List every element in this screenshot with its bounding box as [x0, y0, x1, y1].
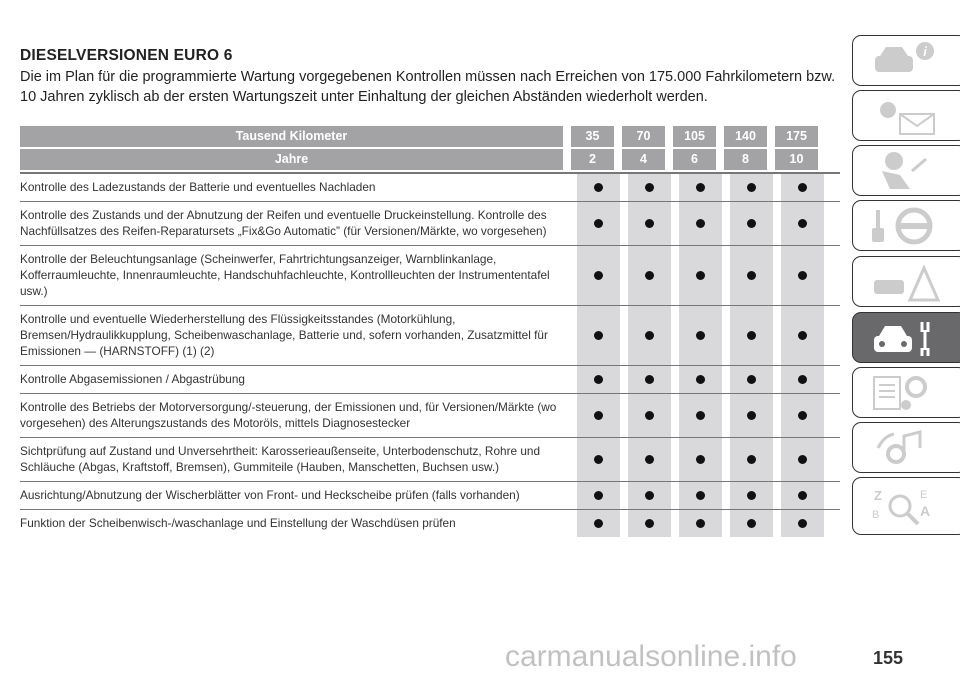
- years-cell: 2: [571, 149, 614, 170]
- check-dot-icon: [798, 455, 807, 464]
- check-description: Kontrolle der Beleuchtungsanlage (Scheinwerfer, Fahrtrichtungsanzeiger, Warnblinkanlage, Kofferraumleuchte, Innenraumleuchte, Handschuhfachleuchte, Kontrollleuchten der Instrumententafel usw.): [20, 252, 550, 298]
- interval-cell: [679, 202, 722, 245]
- interval-cell: [679, 366, 722, 393]
- interval-cell: [628, 510, 671, 537]
- km-cell: 105: [673, 126, 716, 147]
- check-description: Kontrolle Abgasemissionen / Abgastrübung: [20, 372, 245, 386]
- check-description: Kontrolle des Ladezustands der Batterie und eventuelles Nachladen: [20, 180, 376, 194]
- check-dot-icon: [696, 411, 705, 420]
- check-dot-icon: [798, 491, 807, 500]
- check-dot-icon: [696, 183, 705, 192]
- interval-cell: [577, 438, 620, 481]
- check-dot-icon: [696, 375, 705, 384]
- check-description: Funktion der Scheibenwisch-/waschanlage und Einstellung der Waschdüsen prüfen: [20, 516, 456, 530]
- check-dot-icon: [747, 219, 756, 228]
- svg-text:E: E: [920, 489, 928, 501]
- years-cell: 6: [673, 149, 716, 170]
- check-dot-icon: [645, 411, 654, 420]
- interval-cell: [781, 202, 824, 245]
- table-row: [20, 510, 840, 537]
- header-row-years: [20, 149, 840, 170]
- interval-cell: [679, 482, 722, 509]
- interval-cell: [679, 394, 722, 437]
- car-info-icon: [865, 41, 945, 81]
- check-dot-icon: [645, 375, 654, 384]
- years-cell: 8: [724, 149, 767, 170]
- interval-cell: [781, 366, 824, 393]
- interval-cell: [577, 174, 620, 201]
- interval-cell: [781, 510, 824, 537]
- chapter-tab-list-gears[interactable]: [852, 367, 960, 418]
- interval-cell: [679, 438, 722, 481]
- check-dot-icon: [747, 375, 756, 384]
- check-dot-icon: [594, 183, 603, 192]
- chapter-tab-multimedia-music[interactable]: [852, 422, 960, 473]
- airbag-seat-icon: [865, 151, 945, 191]
- interval-cell: [577, 366, 620, 393]
- km-cell: 175: [775, 126, 818, 147]
- check-dot-icon: [696, 455, 705, 464]
- chapter-tab-key-steering-wheel[interactable]: [852, 200, 960, 251]
- check-dot-icon: [594, 411, 603, 420]
- table-row: [20, 394, 840, 438]
- interval-cell: [577, 394, 620, 437]
- interval-cell: [577, 482, 620, 509]
- header-row-km: [20, 126, 840, 147]
- car-warning-triangle-icon: [865, 262, 945, 302]
- check-dot-icon: [747, 455, 756, 464]
- check-dot-icon: [594, 271, 603, 280]
- svg-text:i: i: [923, 43, 927, 59]
- check-dot-icon: [696, 519, 705, 528]
- check-dot-icon: [747, 411, 756, 420]
- check-dot-icon: [594, 519, 603, 528]
- interval-cell: [781, 482, 824, 509]
- check-dot-icon: [798, 271, 807, 280]
- interval-cell: [730, 366, 773, 393]
- chapter-tab-car-warning-triangle[interactable]: [852, 256, 960, 307]
- interval-cell: [730, 394, 773, 437]
- page-number: 155: [873, 648, 904, 668]
- interval-cell: [628, 482, 671, 509]
- interval-cell: [628, 438, 671, 481]
- km-label: Tausend Kilometer: [20, 126, 563, 147]
- check-description: Kontrolle des Betriebs der Motorversorgung/-steuerung, der Emissionen und, für Versionen/Märkte (wo vorgesehen) des Alterungszustands des Motoröls, mittels Diagnosestecker: [20, 400, 557, 430]
- chapter-tab-alphabetical-index[interactable]: [852, 477, 960, 535]
- interval-cell: [628, 246, 671, 305]
- interval-cell: [679, 174, 722, 201]
- interval-cell: [679, 246, 722, 305]
- table-row: [20, 306, 840, 366]
- check-dot-icon: [798, 331, 807, 340]
- interval-cell: [781, 394, 824, 437]
- check-dot-icon: [594, 219, 603, 228]
- check-dot-icon: [696, 491, 705, 500]
- years-cell: 10: [775, 149, 818, 170]
- check-dot-icon: [747, 271, 756, 280]
- check-dot-icon: [798, 183, 807, 192]
- intro-paragraph: Die im Plan für die programmierte Wartung vorgegebenen Kontrollen müssen nach Erreichen von 175.000 Fahrkilometern bzw. 10 Jahren zyklisch ab der ersten Wartungszeit unter Einhaltung der gleichen Abständen wiederholt werden.: [20, 69, 836, 105]
- table-row: [20, 366, 840, 394]
- check-dot-icon: [798, 219, 807, 228]
- interval-cell: [577, 246, 620, 305]
- check-description: Kontrolle des Zustands und der Abnutzung der Reifen und eventuelle Druckeinstellung. Kontrolle des Nachfüllsatzes des Reifen-Reparatursets „Fix&Go Automatic” (für Versionen/Märkte, wo vorgesehen): [20, 208, 547, 238]
- table-body: [20, 172, 840, 537]
- interval-cell: [730, 202, 773, 245]
- interval-cell: [781, 174, 824, 201]
- check-dot-icon: [645, 331, 654, 340]
- interval-cell: [577, 510, 620, 537]
- interval-cell: [730, 306, 773, 365]
- check-dot-icon: [645, 183, 654, 192]
- check-dot-icon: [747, 491, 756, 500]
- check-dot-icon: [645, 271, 654, 280]
- car-wrench-icon: [865, 318, 945, 358]
- interval-cell: [730, 510, 773, 537]
- multimedia-music-icon: [865, 428, 945, 468]
- interval-cell: [577, 306, 620, 365]
- interval-cell: [628, 306, 671, 365]
- key-steering-wheel-icon: [865, 206, 945, 246]
- chapter-tab-airbag-seat[interactable]: [852, 145, 960, 196]
- check-dot-icon: [747, 519, 756, 528]
- maintenance-table: [20, 126, 840, 537]
- check-dot-icon: [696, 331, 705, 340]
- check-dot-icon: [747, 331, 756, 340]
- interval-cell: [577, 202, 620, 245]
- watermark: carmanualsonline.info: [505, 640, 797, 673]
- check-dot-icon: [594, 491, 603, 500]
- interval-cell: [781, 306, 824, 365]
- list-gears-icon: [865, 373, 945, 413]
- table-row: [20, 482, 840, 510]
- chapter-tab-car-info[interactable]: [852, 35, 960, 86]
- interval-cell: [679, 510, 722, 537]
- interval-cell: [628, 202, 671, 245]
- table-row: [20, 438, 840, 482]
- check-dot-icon: [594, 331, 603, 340]
- table-row: [20, 202, 840, 246]
- check-dot-icon: [696, 219, 705, 228]
- check-dot-icon: [798, 411, 807, 420]
- years-label: Jahre: [20, 149, 563, 170]
- interval-cell: [730, 438, 773, 481]
- interval-cell: [730, 174, 773, 201]
- check-dot-icon: [798, 375, 807, 384]
- table-row: [20, 174, 840, 202]
- table-row: [20, 246, 840, 306]
- interval-cell: [781, 438, 824, 481]
- check-dot-icon: [594, 375, 603, 384]
- interval-cell: [679, 306, 722, 365]
- svg-text:B: B: [872, 509, 880, 521]
- chapter-tab-light-envelope[interactable]: [852, 90, 960, 141]
- years-cell: 4: [622, 149, 665, 170]
- interval-cell: [781, 246, 824, 305]
- check-dot-icon: [645, 519, 654, 528]
- km-cell: 35: [571, 126, 614, 147]
- km-cell: 70: [622, 126, 665, 147]
- check-dot-icon: [747, 183, 756, 192]
- svg-text:Z: Z: [874, 488, 882, 503]
- km-cell: 140: [724, 126, 767, 147]
- interval-cell: [730, 482, 773, 509]
- check-description: Kontrolle und eventuelle Wiederherstellung des Flüssigkeitsstandes (Motorkühlung, Bremsen/Hydraulikkupplung, Scheibenwaschanlage, Batterie und, sofern vorhanden, Zusatzmittel für Emissionen — (HARNSTOFF) (1) (2): [20, 312, 548, 358]
- interval-cell: [628, 174, 671, 201]
- interval-cell: [628, 394, 671, 437]
- interval-cell: [730, 246, 773, 305]
- check-dot-icon: [594, 455, 603, 464]
- check-dot-icon: [645, 455, 654, 464]
- light-envelope-icon: [865, 96, 945, 136]
- check-description: Ausrichtung/Abnutzung der Wischerblätter von Front- und Heckscheibe prüfen (falls vorhanden): [20, 488, 520, 502]
- check-dot-icon: [798, 519, 807, 528]
- section-title: DIESELVERSIONEN EURO 6: [20, 47, 233, 64]
- svg-text:A: A: [920, 503, 931, 519]
- check-description: Sichtprüfung auf Zustand und Unversehrtheit: Karosserieaußenseite, Unterbodenschutz, Rohre und Schläuche (Abgas, Kraftstoff, Bremsen), Gummiteile (Hauben, Manschetten, Buchsen usw.): [20, 444, 541, 474]
- alphabetical-index-icon: [865, 486, 945, 526]
- check-dot-icon: [696, 271, 705, 280]
- check-dot-icon: [645, 219, 654, 228]
- chapter-tab-car-wrench[interactable]: [852, 312, 960, 363]
- interval-cell: [628, 366, 671, 393]
- check-dot-icon: [645, 491, 654, 500]
